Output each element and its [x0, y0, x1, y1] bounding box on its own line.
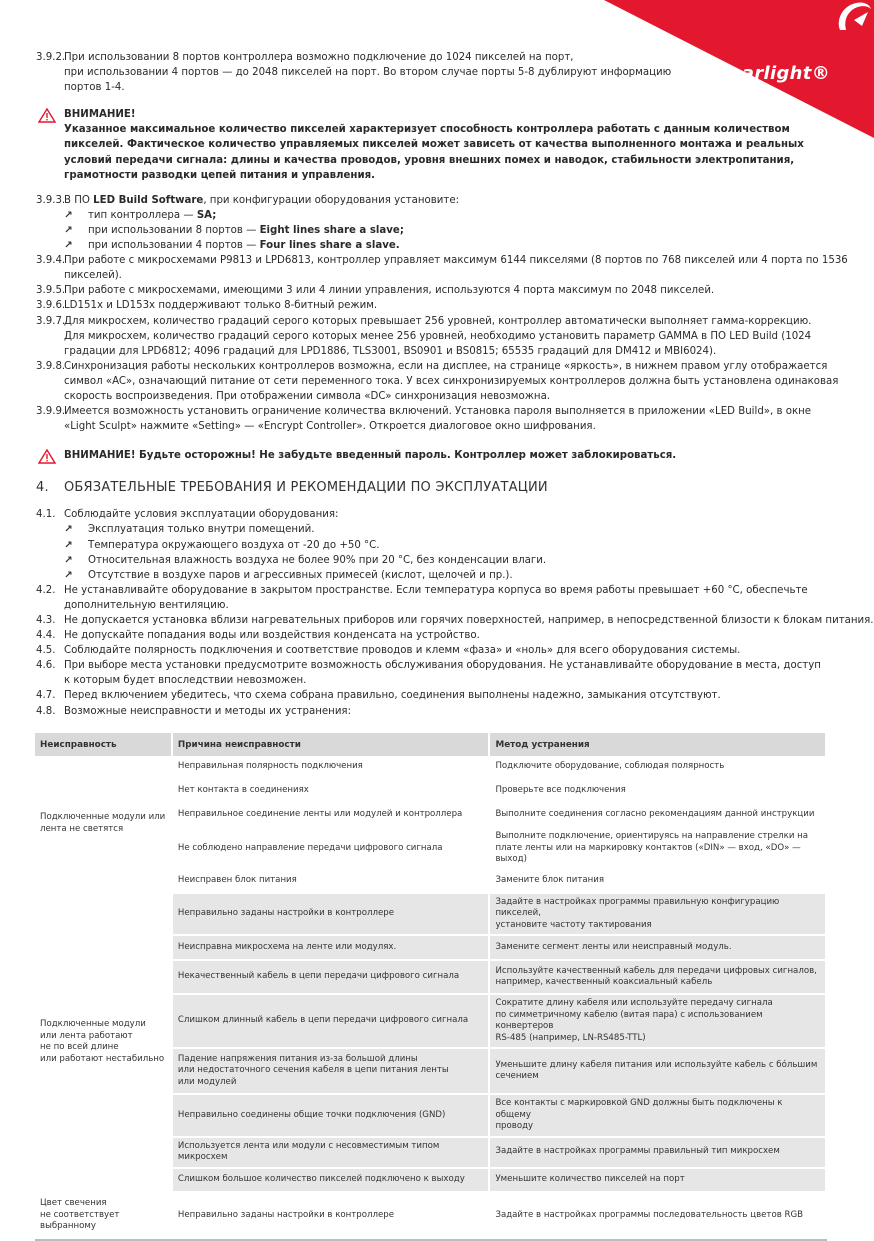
cause-cell: Неправильная полярность подключения: [172, 756, 490, 779]
header-fault: Неисправность: [35, 733, 172, 756]
paragraphs-4-2-to-4-8: [36, 583, 874, 719]
fix-cell: Задайте в настройках программы правильный тип микросхем: [489, 1137, 826, 1168]
fix-cell: Уменьшите длину кабеля питания или используйте кабель с бо́льшим сечением: [489, 1048, 826, 1094]
cause-cell: Падение напряжения питания из-за большой длины или недостаточного сечения кабеля в цепи питания ленты или модулей: [172, 1048, 490, 1094]
item-text: градации для LPD6812; 4096 градаций для LPD1886, TLS3001, BS0901 и BS0815; 65535 градаций для DM412 и MBI6024).: [64, 345, 717, 357]
item-number: 4.2.: [36, 584, 56, 596]
troubleshooting-table: [35, 733, 827, 1241]
cause-cell: Неисправна микросхема на ленте или модулях.: [172, 935, 490, 960]
warning-text: условий передачи сигнала: длины и качества проводов, уровня внешних помех и наводок, стабильности электропитания,: [64, 154, 795, 166]
cause-cell: Слишком длинный кабель в цепи передачи цифрового сигнала: [172, 994, 490, 1048]
section-number: 4.: [36, 480, 49, 496]
item-text: портов 1-4.: [64, 82, 125, 94]
fix-cell: Замените блок питания: [489, 870, 826, 893]
fault-cell: Цвет свечения не соответствует выбранному: [35, 1192, 172, 1240]
header-fix: Метод устранения: [489, 733, 826, 756]
table-body: [35, 756, 826, 1240]
warning-text: ВНИМАНИЕ! Будьте осторожны! Не забудьте введенный пароль. Контроллер может заблокироваться.: [64, 450, 677, 462]
warning-triangle-icon: [38, 108, 56, 123]
item-number: 3.9.8.: [36, 360, 66, 372]
list-item: ↗ при использовании 4 портов — Four lines share a slave.: [36, 238, 836, 253]
cause-cell: Неправильное соединение ленты или модулей и контроллера: [172, 802, 490, 827]
item-text: Не допускайте попадания воды или воздействия конденсата на устройство.: [64, 630, 480, 642]
cause-cell: Нет контакта в соединениях: [172, 779, 490, 802]
list-item: ↗ Относительная влажность воздуха не более 90% при 20 °C, без конденсации влаги.: [36, 553, 836, 568]
cause-cell: Неправильно соединены общие точки подключения (GND): [172, 1094, 490, 1137]
table-row: [35, 1192, 826, 1240]
item-number: 3.9.7.: [36, 315, 66, 327]
brand-logo-text: arlight®: [741, 63, 830, 84]
item-text: Не допускается установка вблизи нагревательных приборов или горячих поверхностей, например, в непосредственной близости к блокам питания.: [64, 615, 874, 626]
fault-cell: Подключенные модули или лента работают не по всей длине или работают нестабильно: [35, 893, 172, 1192]
item-text: При использовании 8 портов контроллера возможно подключение до 1024 пикселей на порт,: [64, 52, 574, 63]
cause-cell: Неправильно заданы настройки в контроллере: [172, 893, 490, 936]
item-text: При работе с микросхемами P9813 и LPD6813, контроллер управляет максимум 6144 пикселями (8 портов по 768 пикселей или 4 порта по 1536: [64, 255, 848, 267]
item-text: Не устанавливайте оборудование в закрытом пространстве. Если температура корпуса во время работы превышает +60 °C, обеспечьте: [64, 584, 808, 596]
cause-cell: Не соблюдено направление передачи цифрового сигнала: [172, 827, 490, 870]
fix-cell: Используйте качественный кабель для передачи цифровых сигналов, например, качественный коаксиальный кабель: [489, 960, 826, 994]
item-text: Возможные неисправности и методы их устранения:: [64, 705, 351, 717]
fix-cell: Выполните подключение, ориентируясь на направление стрелки на плате ленты или на маркировку контактов («DIN» — вход, «DO» — выход): [489, 827, 826, 870]
arrow-bullet-icon: ↗: [64, 554, 73, 566]
warning-block: [36, 107, 836, 182]
fix-cell: Проверьте все подключения: [489, 779, 826, 802]
fix-cell: Задайте в настройках программы правильную конфигурацию пикселей, установите частоту тактирования: [489, 893, 826, 936]
header-cause: Причина неисправности: [172, 733, 490, 756]
list-item: ↗ Эксплуатация только внутри помещений.: [36, 522, 836, 537]
cause-cell: Неправильно заданы настройки в контроллере: [172, 1192, 490, 1240]
arrow-bullet-icon: ↗: [64, 524, 73, 536]
item-number: 4.5.: [36, 645, 56, 657]
item-text: «Light Sculpt» нажмите «Setting» — «Encrypt Controller». Откроется диалоговое окно шифрования.: [64, 421, 596, 433]
item-text: к которым будет впоследствии невозможен.: [64, 675, 307, 687]
item-number: 4.1.: [36, 509, 56, 521]
item-text: при использовании 4 портов — до 2048 пикселей на порт. Во втором случае порты 5-8 дублируют информацию: [64, 67, 672, 79]
arrow-bullet-icon: ↗: [64, 209, 73, 221]
fix-cell: Выполните соединения согласно рекомендациям данной инструкции: [489, 802, 826, 827]
section-title: ОБЯЗАТЕЛЬНЫЕ ТРЕБОВАНИЯ И РЕКОМЕНДАЦИИ ПО ЭКСПЛУАТАЦИИ: [64, 480, 548, 496]
fix-cell: Подключите оборудование, соблюдая полярность: [489, 756, 826, 779]
section-heading: [36, 479, 836, 497]
warning-text: пикселей. Фактическое количество управляемых пикселей может зависеть от качества выполненного монтажа и реальных: [64, 139, 804, 151]
item-number: 3.9.9.: [36, 406, 66, 418]
item-text: скорость воспроизведения. При отображении символа «DC» синхронизация невозможна.: [64, 390, 551, 402]
paragraph-3-9-2: [36, 50, 836, 95]
item-number: 3.9.6.: [36, 300, 66, 312]
arrow-bullet-icon: ↗: [64, 224, 73, 236]
software-name: LED Build Software: [93, 194, 204, 206]
item-text: Соблюдайте полярность подключения и соответствие проводов и клемм «фаза» и «ноль» для всего оборудования системы.: [64, 645, 741, 657]
item-number: 4.7.: [36, 690, 56, 702]
item-number: 4.3.: [36, 615, 56, 626]
item-number: 3.9.4.: [36, 255, 66, 267]
item-number: 3.9.5.: [36, 285, 66, 297]
document-body: [36, 50, 874, 719]
arlight-logo-icon: [834, 0, 874, 34]
table-row: [35, 893, 826, 936]
fix-cell: Все контакты с маркировкой GND должны быть подключены к общему проводу: [489, 1094, 826, 1137]
list-item: ↗ при использовании 8 портов — Eight lines share a slave;: [36, 223, 836, 238]
item-text: При работе с микросхемами, имеющими 3 или 4 линии управления, используются 4 порта максимум по 2048 пикселей.: [64, 285, 715, 297]
item-number: 4.4.: [36, 630, 56, 642]
table-row: [35, 756, 826, 779]
item-text: Перед включением убедитесь, что схема собрана правильно, соединения выполнены надежно, замыкания отсутствуют.: [64, 690, 721, 702]
cause-cell: Используется лента или модули с несовместимым типом микросхем: [172, 1137, 490, 1168]
item-text: пикселей).: [64, 270, 122, 282]
item-text: Имеется возможность установить ограничение количества включений. Установка пароля выполняется в приложении «LED Build», в окне: [64, 406, 812, 418]
list-item: ↗ тип контроллера — SA;: [36, 208, 836, 223]
arrow-bullet-icon: ↗: [64, 539, 73, 551]
warning-title: ВНИМАНИЕ!: [64, 109, 136, 121]
item-text: При выборе места установки предусмотрите возможность обслуживания оборудования. Не устанавливайте оборудование в места, доступ: [64, 660, 821, 672]
warning-text: Указанное максимальное количество пикселей характеризует способность контроллера работать с данным количеством: [64, 124, 790, 136]
item-text: LD151x и LD153x поддерживают только 8-битный режим.: [64, 300, 378, 312]
item-text: дополнительную вентиляцию.: [64, 599, 229, 611]
warning-block-password: [36, 448, 836, 463]
list-item: ↗ Отсутствие в воздухе паров и агрессивных примесей (кислот, щелочей и пр.).: [36, 568, 836, 583]
item-text: Соблюдайте условия эксплуатации оборудования:: [64, 509, 339, 521]
arrow-bullet-icon: ↗: [64, 240, 73, 252]
item-text: символ «AC», означающий питание от сети переменного тока. У всех синхронизируемых контроллеров должна быть установлена одинаковая: [64, 375, 839, 387]
arrow-bullet-icon: ↗: [64, 569, 73, 581]
cause-cell: Некачественный кабель в цепи передачи цифрового сигнала: [172, 960, 490, 994]
warning-triangle-icon: [38, 449, 56, 464]
cause-cell: Слишком большое количество пикселей подключено к выходу: [172, 1168, 490, 1192]
item-text: Для микросхем, количество градаций серого которых превышает 256 уровней, контроллер автоматически выполняет гамма-коррекцию.: [64, 315, 812, 327]
item-text: Синхронизация работы нескольких контроллеров возможна, если на дисплее, на странице «яркость», в нижнем правом углу отображается: [64, 360, 828, 372]
item-number: 4.6.: [36, 660, 56, 672]
table-header-row: [35, 733, 826, 756]
list-item: ↗ Температура окружающего воздуха от -20 до +50 °C.: [36, 538, 836, 553]
item-number: 3.9.2.: [36, 52, 66, 63]
fix-cell: Замените сегмент ленты или неисправный модуль.: [489, 935, 826, 960]
paragraphs-3-9-4-to-3-9-9: [36, 253, 848, 434]
paragraph-3-9-3: 3.9.3.В ПО LED Build Software, при конфигурации оборудования установите: ↗ тип контроллера — SA; ↗ при использовании 8 портов — Eight lines share a slave; ↗ при использовании 4 портов — Four lines share a slave.: [36, 193, 836, 253]
cause-cell: Неисправен блок питания: [172, 870, 490, 893]
warning-text: грамотности разводки цепей питания и управления.: [64, 169, 375, 181]
item-number: 3.9.3.: [36, 194, 66, 206]
item-number: 4.8.: [36, 705, 56, 717]
fix-cell: Сократите длину кабеля или используйте передачу сигнала по симметричному кабелю (витая пара) с использованием конвертеров RS-485 (например, LN-RS485-TTL): [489, 994, 826, 1048]
fault-cell: Подключенные модули или лента не светятся: [35, 756, 172, 893]
paragraph-4-1: [36, 507, 836, 582]
fix-cell: Задайте в настройках программы последовательность цветов RGB: [489, 1192, 826, 1240]
item-text: Для микросхем, количество градаций серого которых менее 256 уровней, необходимо установить параметр GAMMA в ПО LED Build (1024: [64, 330, 812, 342]
fix-cell: Уменьшите количество пикселей на порт: [489, 1168, 826, 1192]
